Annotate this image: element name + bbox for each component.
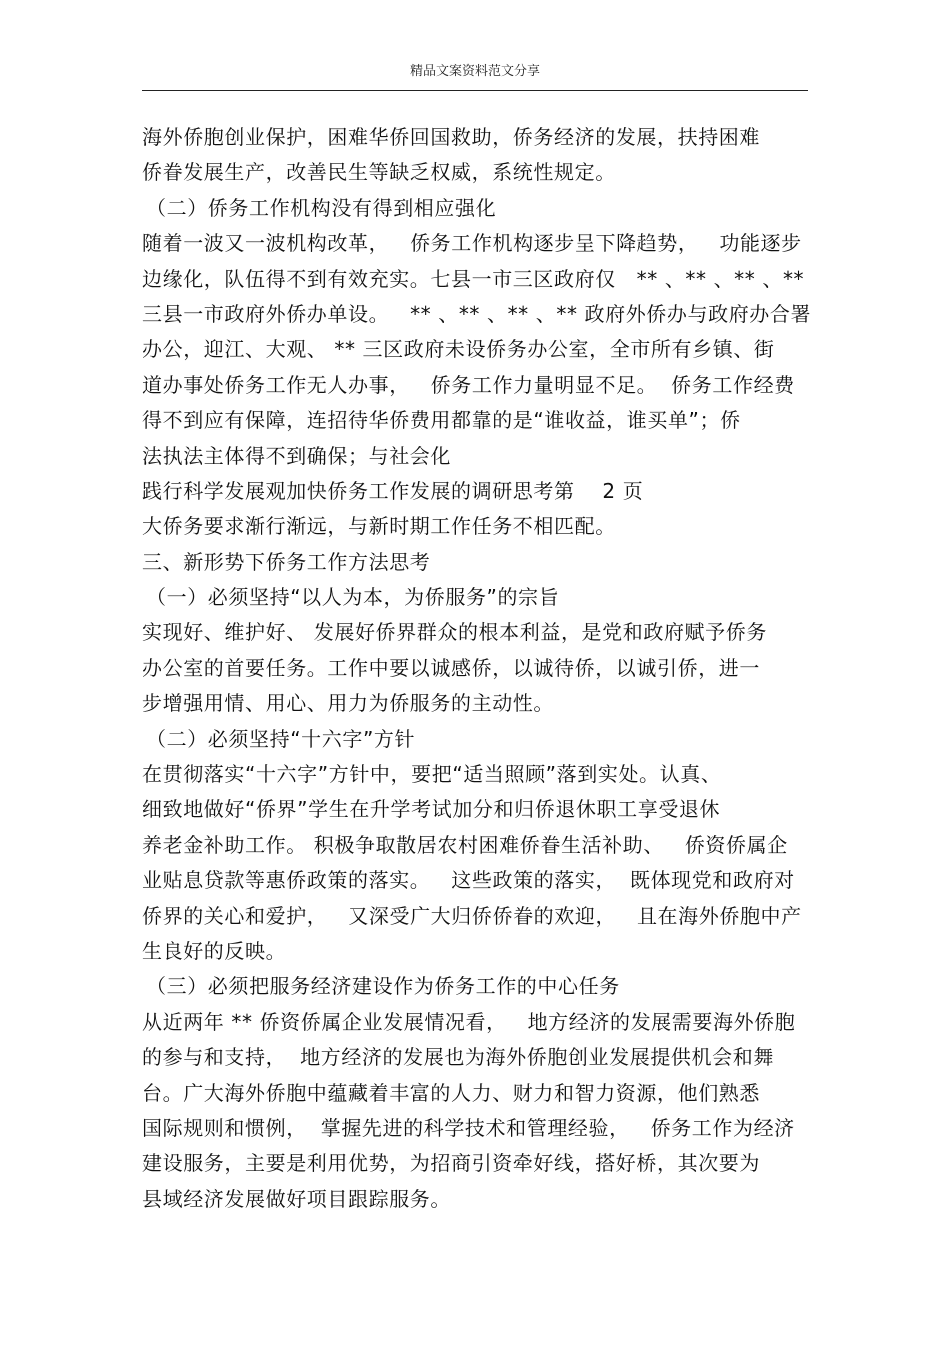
body-line: 侨界的关心和爱护， 又深受广大归侨侨眷的欢迎， 且在海外侨胞中产 (142, 903, 802, 928)
header-divider (142, 90, 808, 91)
body-line: 步增强用情、用心、用力为侨服务的主动性。 (142, 691, 554, 716)
body-line: 法执法主体得不到确保；与社会化 (142, 443, 451, 468)
section-heading: （二）必须坚持“十六字”方针 (146, 726, 416, 751)
body-line: 办公室的首要任务。工作中要以诚感侨，以诚待侨，以诚引侨，进一 (142, 655, 760, 680)
body-line: 海外侨胞创业保护，困难华侨回国救助，侨务经济的发展，扶持困难 (142, 125, 760, 149)
body-line: 得不到应有保障，连招待华侨费用都靠的是“谁收益，谁买单”；侨 (142, 408, 741, 433)
body-line: 办公，迎江、大观、 ** 三区政府未设侨务办公室，全市所有乡镇、街 (142, 337, 775, 362)
body-line: 在贯彻落实“十六字”方针中，要把“适当照顾”落到实处。认真、 (142, 762, 722, 787)
page-reference-line: 践行科学发展观加快侨务工作发展的调研思考第 2 页 (142, 478, 644, 503)
section-heading: 三、新形势下侨务工作方法思考 (142, 549, 431, 574)
section-heading: （二）侨务工作机构没有得到相应强化 (146, 195, 497, 220)
body-line: 养老金补助工作。 积极争取散居农村困难侨眷生活补助、 侨资侨属企 (142, 832, 788, 857)
body-line: 业贴息贷款等惠侨政策的落实。 这些政策的落实， 既体现党和政府对 (142, 868, 795, 893)
body-line: 侨眷发展生产，改善民生等缺乏权威，系统性规定。 (142, 160, 616, 185)
body-line: 细致地做好“侨界”学生在升学考试加分和归侨退休职工享受退休 (142, 797, 721, 822)
document-body (142, 120, 822, 1217)
body-line: 生良好的反映。 (142, 938, 287, 963)
body-line: 国际规则和惯例， 掌握先进的科学技术和管理经验， 侨务工作为经济 (142, 1115, 795, 1140)
body-line: 县域经济发展做好项目跟踪服务。 (142, 1186, 451, 1211)
body-line: 的参与和支持， 地方经济的发展也为海外侨胞创业发展提供机会和舞 (142, 1045, 774, 1070)
body-line: 台。广大海外侨胞中蕴藏着丰富的人力、财力和智力资源，他们熟悉 (142, 1080, 760, 1105)
body-line: 随着一波又一波机构改革， 侨务工作机构逐步呈下降趋势， 功能逐步 (142, 231, 802, 256)
body-line: 建设服务，主要是利用优势，为招商引资牵好线，搭好桥，其次要为 (142, 1151, 760, 1176)
body-line: 道办事处侨务工作无人办事， 侨务工作力量明显不足。 侨务工作经费 (142, 372, 795, 397)
body-line: 大侨务要求渐行渐远，与新时期工作任务不相匹配。 (142, 514, 616, 539)
body-line: 三县一市政府外侨办单设。 ** 、** 、** 、** 政府外侨办与政府办合署 (142, 301, 812, 326)
section-heading: （一）必须坚持“以人为本，为侨服务”的宗旨 (146, 585, 560, 610)
section-heading: （三）必须把服务经济建设作为侨务工作的中心任务 (146, 974, 620, 999)
body-line: 边缘化，队伍得不到有效充实。七县一市三区政府仅 ** 、** 、** 、** (142, 266, 805, 291)
page-header: 精品文案资料范文分享 (409, 64, 540, 79)
body-line: 实现好、维护好、 发展好侨界群众的根本利益，是党和政府赋予侨务 (142, 620, 767, 645)
body-line: 从近两年 ** 侨资侨属企业发展情况看， 地方经济的发展需要海外侨胞 (142, 1009, 796, 1034)
